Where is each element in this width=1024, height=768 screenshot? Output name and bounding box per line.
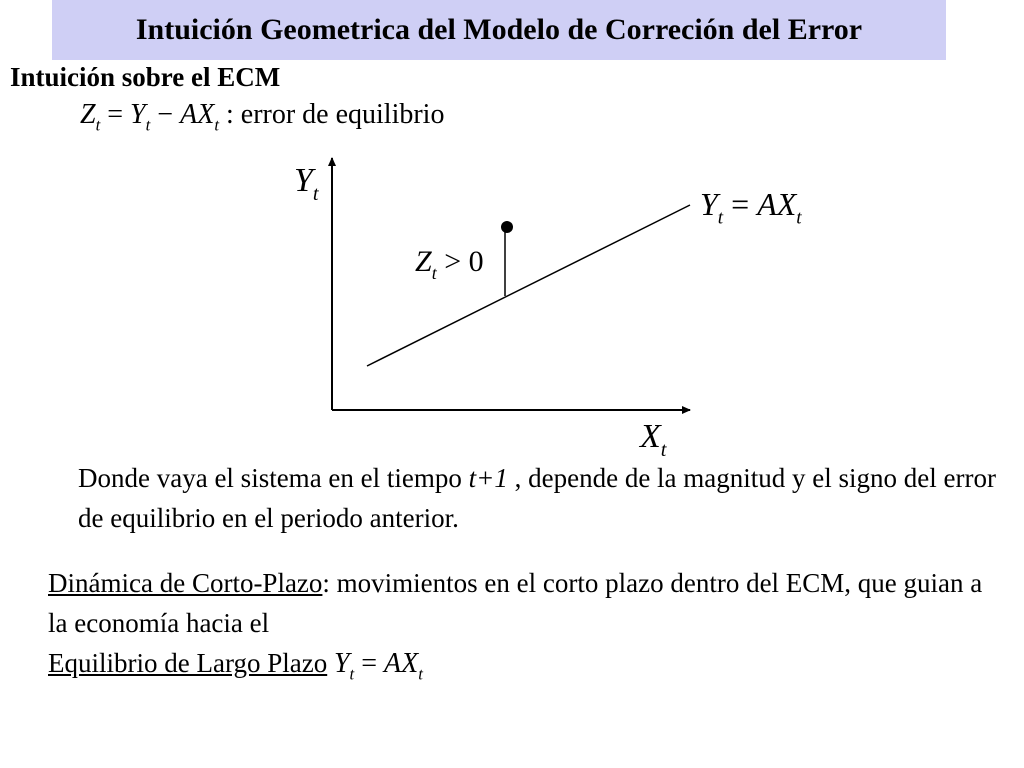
- y-axis-letter: Y: [294, 162, 313, 199]
- slide-subtitle: Intuición sobre el ECM: [10, 62, 281, 92]
- eq-y-sub: t: [145, 115, 151, 135]
- eq-description: : error de equilibrio: [225, 99, 445, 130]
- eq-z-sub: t: [95, 115, 101, 135]
- para2-text: : movimientos en el corto plazo dentro del ECM, que guian a la economía hacia el: [48, 568, 983, 638]
- eq-y: Y: [130, 99, 146, 130]
- lr-y-sub: t: [349, 664, 355, 684]
- z-relation: > 0: [444, 245, 484, 278]
- paragraph-short-run-dynamics: [48, 563, 1008, 695]
- y-axis-label: [294, 162, 319, 206]
- line-y: Y: [700, 186, 718, 222]
- x-axis-sub: t: [660, 439, 667, 462]
- para1-time: t+1: [468, 463, 508, 493]
- eq-ax-sub: t: [214, 115, 219, 135]
- x-axis-letter: X: [640, 418, 661, 455]
- equilibrium-line: [367, 205, 690, 366]
- lr-eq: =: [361, 648, 377, 679]
- long-run-term: Equilibrio de Largo Plazo: [48, 648, 328, 678]
- lr-ax: AX: [384, 648, 419, 679]
- line-equation-label: [700, 186, 802, 230]
- eq-ax: AX: [180, 99, 215, 130]
- z-sub: t: [431, 263, 437, 284]
- y-axis-sub: t: [312, 183, 319, 206]
- z-letter: Z: [415, 245, 432, 278]
- eq-z: Z: [80, 99, 96, 130]
- observation-point: [501, 221, 513, 233]
- short-run-term: Dinámica de Corto-Plazo: [48, 568, 323, 598]
- line-eq: =: [731, 186, 750, 222]
- line-ax: AX: [757, 186, 797, 222]
- lr-ax-sub: t: [418, 664, 423, 684]
- long-run-equation: [333, 648, 423, 684]
- line-y-sub: t: [717, 207, 724, 229]
- line-ax-sub: t: [796, 207, 802, 229]
- paragraph-time-dependence: [78, 458, 1008, 538]
- x-axis-label: [640, 418, 666, 462]
- para1-before: Donde vaya el sistema en el tiempo: [78, 463, 469, 493]
- para1-after: , depende de la magnitud y el signo del error de equilibrio en el periodo anterior.: [78, 463, 996, 533]
- eq-minus: −: [157, 99, 174, 130]
- lr-y: Y: [333, 648, 350, 679]
- z-label: [415, 245, 484, 284]
- eq-equals: =: [107, 99, 124, 130]
- slide-title: Intuición Geometrica del Modelo de Correción del Error: [135, 13, 863, 46]
